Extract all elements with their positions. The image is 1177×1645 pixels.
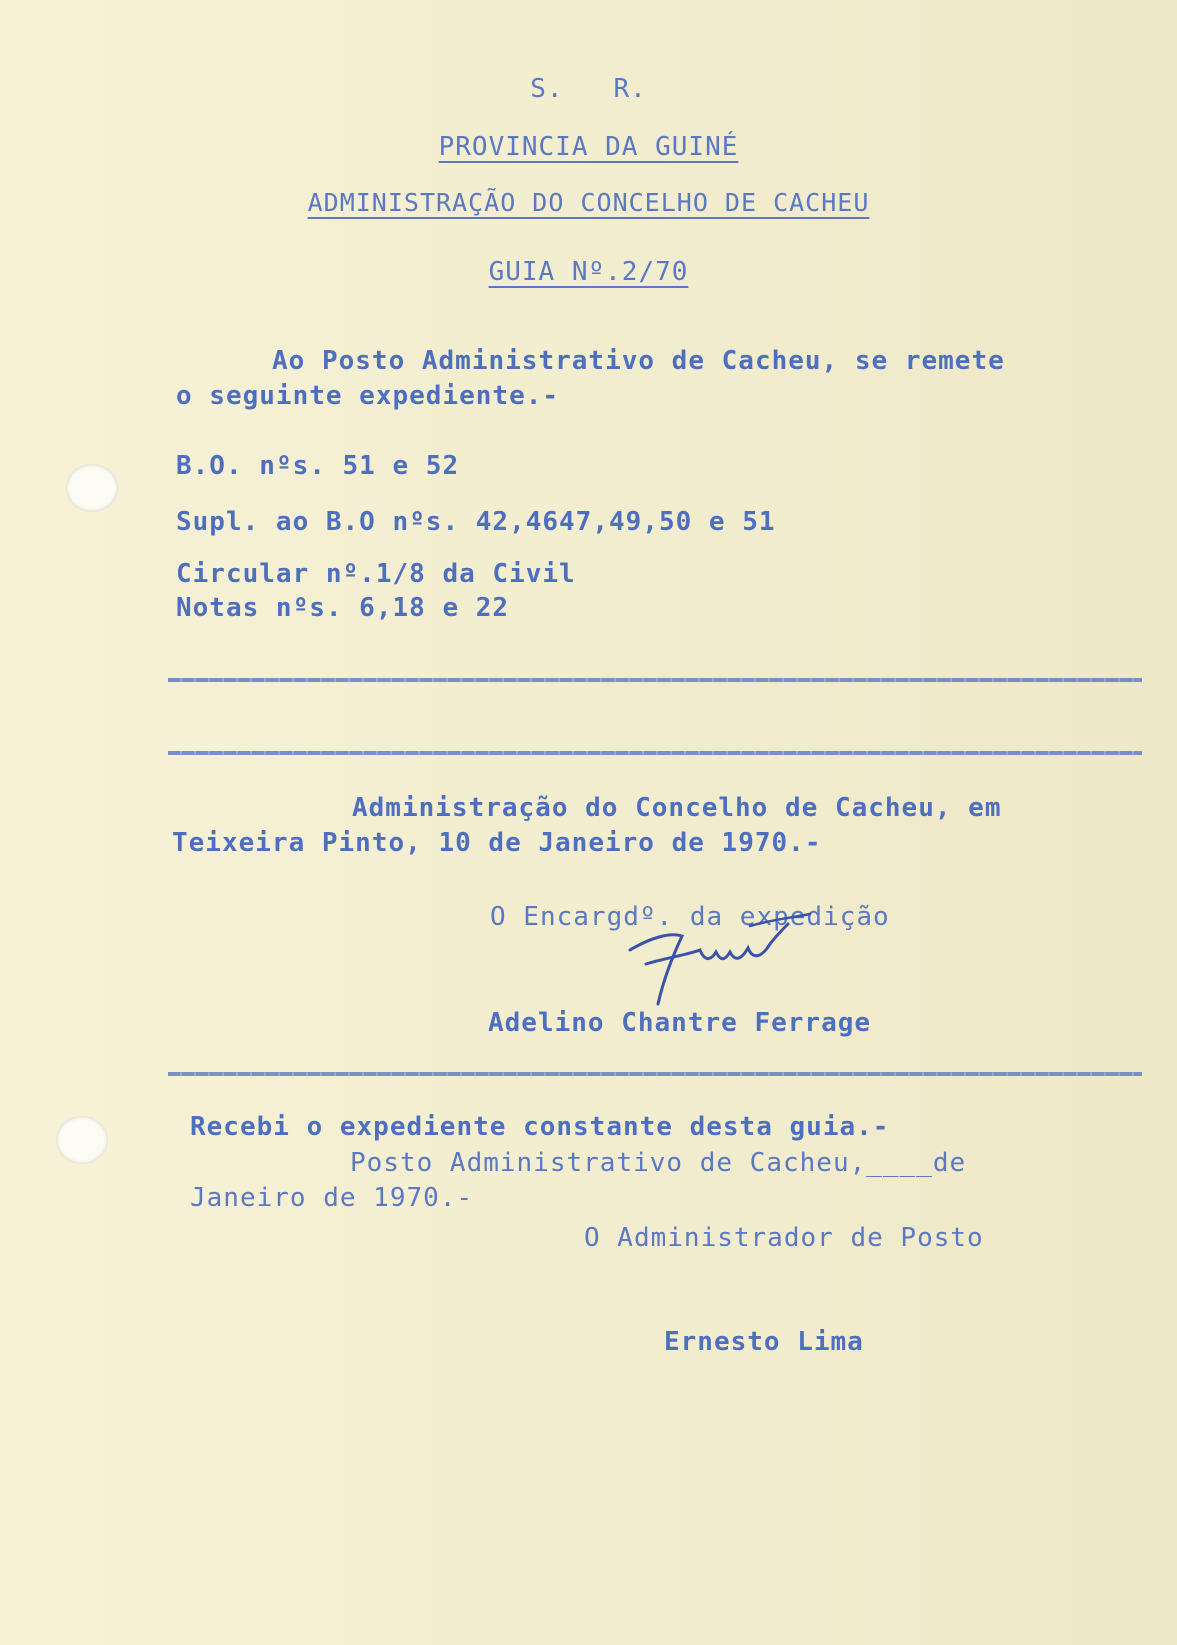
- header-administration: ADMINISTRAÇÃO DO CONCELHO DE CACHEU: [307, 188, 870, 217]
- header-sr: S. R.: [530, 74, 647, 104]
- sender-role: O Encargdº. da expedição: [490, 902, 890, 932]
- intro-line-1: Ao Posto Administrativo de Cacheu, se remete: [272, 346, 1005, 376]
- punch-hole-bottom: [56, 1116, 108, 1164]
- closing-line-1: Administração do Concelho de Cacheu, em: [352, 793, 1002, 823]
- sender-name: Adelino Chantre Ferrage: [488, 1008, 872, 1038]
- receipt-line-1: Recebi o expediente constante desta guia.-: [190, 1112, 890, 1142]
- header-province: PROVINCIA DA GUINÉ: [438, 132, 739, 162]
- item-notes: Notas nºs. 6,18 e 22: [176, 593, 510, 623]
- handwritten-signature: [620, 900, 820, 1010]
- item-bulletin: B.O. nºs. 51 e 52: [176, 451, 460, 481]
- intro-line-2: o seguinte expediente.-: [176, 381, 560, 411]
- punch-hole-top: [66, 464, 118, 512]
- divider-rule: [168, 1072, 1142, 1076]
- divider-rule: [168, 751, 1142, 755]
- receiver-name: Ernesto Lima: [664, 1327, 864, 1357]
- receipt-line-2: Posto Administrativo de Cacheu,____de: [350, 1148, 967, 1178]
- item-supplement: Supl. ao B.O nºs. 42,4647,49,50 e 51: [176, 507, 776, 537]
- item-circular: Circular nº.1/8 da Civil: [176, 559, 576, 589]
- guide-number: GUIA Nº.2/70: [488, 257, 689, 287]
- receipt-line-3: Janeiro de 1970.-: [190, 1183, 474, 1213]
- receiver-role: O Administrador de Posto: [584, 1223, 984, 1253]
- closing-line-2: Teixeira Pinto, 10 de Janeiro de 1970.-: [172, 828, 822, 858]
- divider-rule: [168, 678, 1142, 682]
